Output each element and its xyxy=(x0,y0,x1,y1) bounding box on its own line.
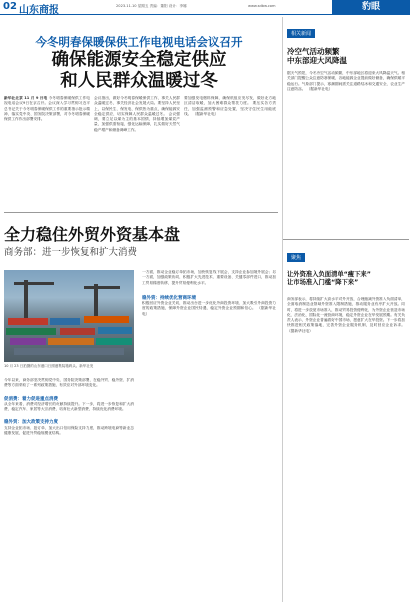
sidebar-title-weather xyxy=(287,47,407,65)
second-col2-text: 一方面，推动企业稳订单拓市场，加快恢复线下展会，支持企业参加境外展会；另一方面，加强政策协同，积极扩大先进技术、重要设备、关键零部件进口，推动加工贸易梯度转移，提升贸易便利化水平。 xyxy=(142,270,276,285)
masthead xyxy=(0,0,410,15)
section-divider xyxy=(4,212,278,213)
sidebar-fi-source: （据新华社电） xyxy=(287,328,313,333)
lead-column-1 xyxy=(4,96,90,206)
page-number: 02 xyxy=(3,1,17,12)
sidebar-title-weather-line2: 中东部迎大风降温 xyxy=(287,56,347,65)
sidebar-fi-body: 商务部表示，将持续扩大高水平对外开放，合理缩减外资准入负面清单，全面取消制造业领域外资准入限制措施，推动服务业有序扩大开放。同时，将进一步放宽市场准入，推动贸易投资便利化，为外资企业营造市场化、法治化、国际化一流营商环境，稳定外资企业在华发展预期。有关负责人表示，外资企业普遍看好中国市场，愿意扩大在华投资。下一步将加快推进相关政策落地，完善外资企业服务机制，及时回应企业诉求。 xyxy=(287,297,405,328)
sidebar-title-fi-line2: 让市场准入门槛“降下来” xyxy=(287,279,359,286)
second-column-1 xyxy=(4,378,134,600)
lead-headline xyxy=(4,50,274,92)
issue-meta: 2023.11.10 星期五 责编：董阳 设计：李娜 xyxy=(116,4,187,8)
second-subheadline: 商务部：进一步恢复和扩大消费 xyxy=(4,247,138,258)
sidebar-title-foreign-investment xyxy=(287,271,407,287)
sidebar-text-foreign-investment xyxy=(287,297,405,597)
second-subhead-consumption: 促消费：着力促进重点消费 xyxy=(4,396,58,402)
sidebar-weather-source: （据新华社电） xyxy=(306,86,333,91)
port-photo xyxy=(4,270,134,362)
lead-paragraph-3: 会议强调，要立足以煤为主的基本国情，持续增加煤炭产量，加强供需衔接，强化运输保障，扎实做好天然气稳产增产和储备调峰工作。 xyxy=(94,111,180,132)
lead-dateline: 新华社北京 11 月 9 日电 xyxy=(4,96,48,100)
lead-kicker: 今冬明春保暖保供工作电视电话会议召开 xyxy=(35,35,243,49)
lead-headline-line1: 确保能源安全稳定供应 xyxy=(51,50,227,70)
column-logo: 豹眼 xyxy=(332,0,410,14)
lead-paragraph-4: 要加强发电燃料保障，确保机组应发尽发，做好北方地区清洁取暖，加大困难群众帮扶力度。 xyxy=(184,96,276,106)
section-name: 山东商报 xyxy=(19,5,59,16)
sidebar-text-weather xyxy=(287,71,405,231)
lead-source: （据新华社电） xyxy=(192,111,219,116)
sidebar-title-fi-line1: 让外资准入负面清单“瘦下来” xyxy=(287,271,371,278)
lead-column-3 xyxy=(184,96,276,206)
related-news-tag: 相关新闻 xyxy=(287,29,315,38)
focus-tag: 聚焦 xyxy=(287,253,305,262)
second-subhead-trade: 稳外贸：加大政策支持力度 xyxy=(4,420,58,426)
sidebar xyxy=(282,17,409,602)
sidebar-title-weather-line1: 冷空气活动频繁 xyxy=(287,47,340,56)
second-subhead-investment: 稳外资：持续优化营商环境 xyxy=(142,295,196,301)
second-source: （据新华社电） xyxy=(142,306,276,316)
website-url[interactable]: www.sdbw.com xyxy=(248,4,276,8)
lead-headline-line2: 和人民群众温暖过冬 xyxy=(60,71,218,91)
second-intro: 今年以来，商务部坚决贯彻党中央、国务院决策部署，在稳外贸、稳外资、扩消费等方面采取了一系列政策措施，有效应对外部环境变化。 xyxy=(4,378,134,388)
lead-paragraph-5: 要压实各方责任，加强监测预警和应急处置，坚决守住民生用能底线。 xyxy=(184,101,276,116)
second-text-consumption: 从全年来看，消费对经济增长的贡献持续提升。下一步，将进一步恢复和扩大消费，稳定汽车、家居等大宗消费，培育壮大新型消费，持续优化消费环境。 xyxy=(4,401,134,412)
lead-paragraph-2: 会议指出，做好今冬明春保暖保供工作，事关人民群众温暖过冬，事关经济社会发展大局。要坚持人民至上，以保民生、保发电、保供热为重点，确保能源安全稳定供应，切实保障人民群众温暖过冬。 xyxy=(94,96,180,116)
lead-column-2 xyxy=(94,96,180,206)
photo-caption: 10 月 23 日拍摄的山东港口日照港集装箱码头。新华社发 xyxy=(4,364,94,368)
second-headline: 全力稳住外贸外资基本盘 xyxy=(4,225,181,244)
second-text-trade: 支持企业拓市场、抢订单，加大出口信用保险支持力度，推动跨境电商等新业态健康发展，促进外贸稳规模优结构。 xyxy=(4,425,134,436)
second-col2-text2: 积极回应外资企业关切，推动出台进一步优化外商投资环境、加大吸引外商投资力度的政策措施，保障外资企业国民待遇，稳定外资企业预期和信心。 xyxy=(142,301,276,311)
sidebar-weather-body: 据天气预报，今冬冷空气活动频繁，中东部地区将迎来大风降温天气。相关部门提醒公众注意防寒保暖，各地能源企业提前做好储备，确保供暖平稳运行。气象部门提示，寒潮期间需关注道路结冰和交通安全，农业生产注意防冻。 xyxy=(287,71,405,91)
lead-paragraph-1: 今冬明春保暖保供工作电视电话会议9日在京召开。会议深入学习贯彻习近平总书记关于今冬明春保暖保供工作的重要指示批示精神，落实党中央、国务院决策部署，对今冬明春保暖保供工作作出部署安排。 xyxy=(4,96,90,122)
second-column-2 xyxy=(142,270,276,600)
sidebar-divider xyxy=(283,239,409,240)
